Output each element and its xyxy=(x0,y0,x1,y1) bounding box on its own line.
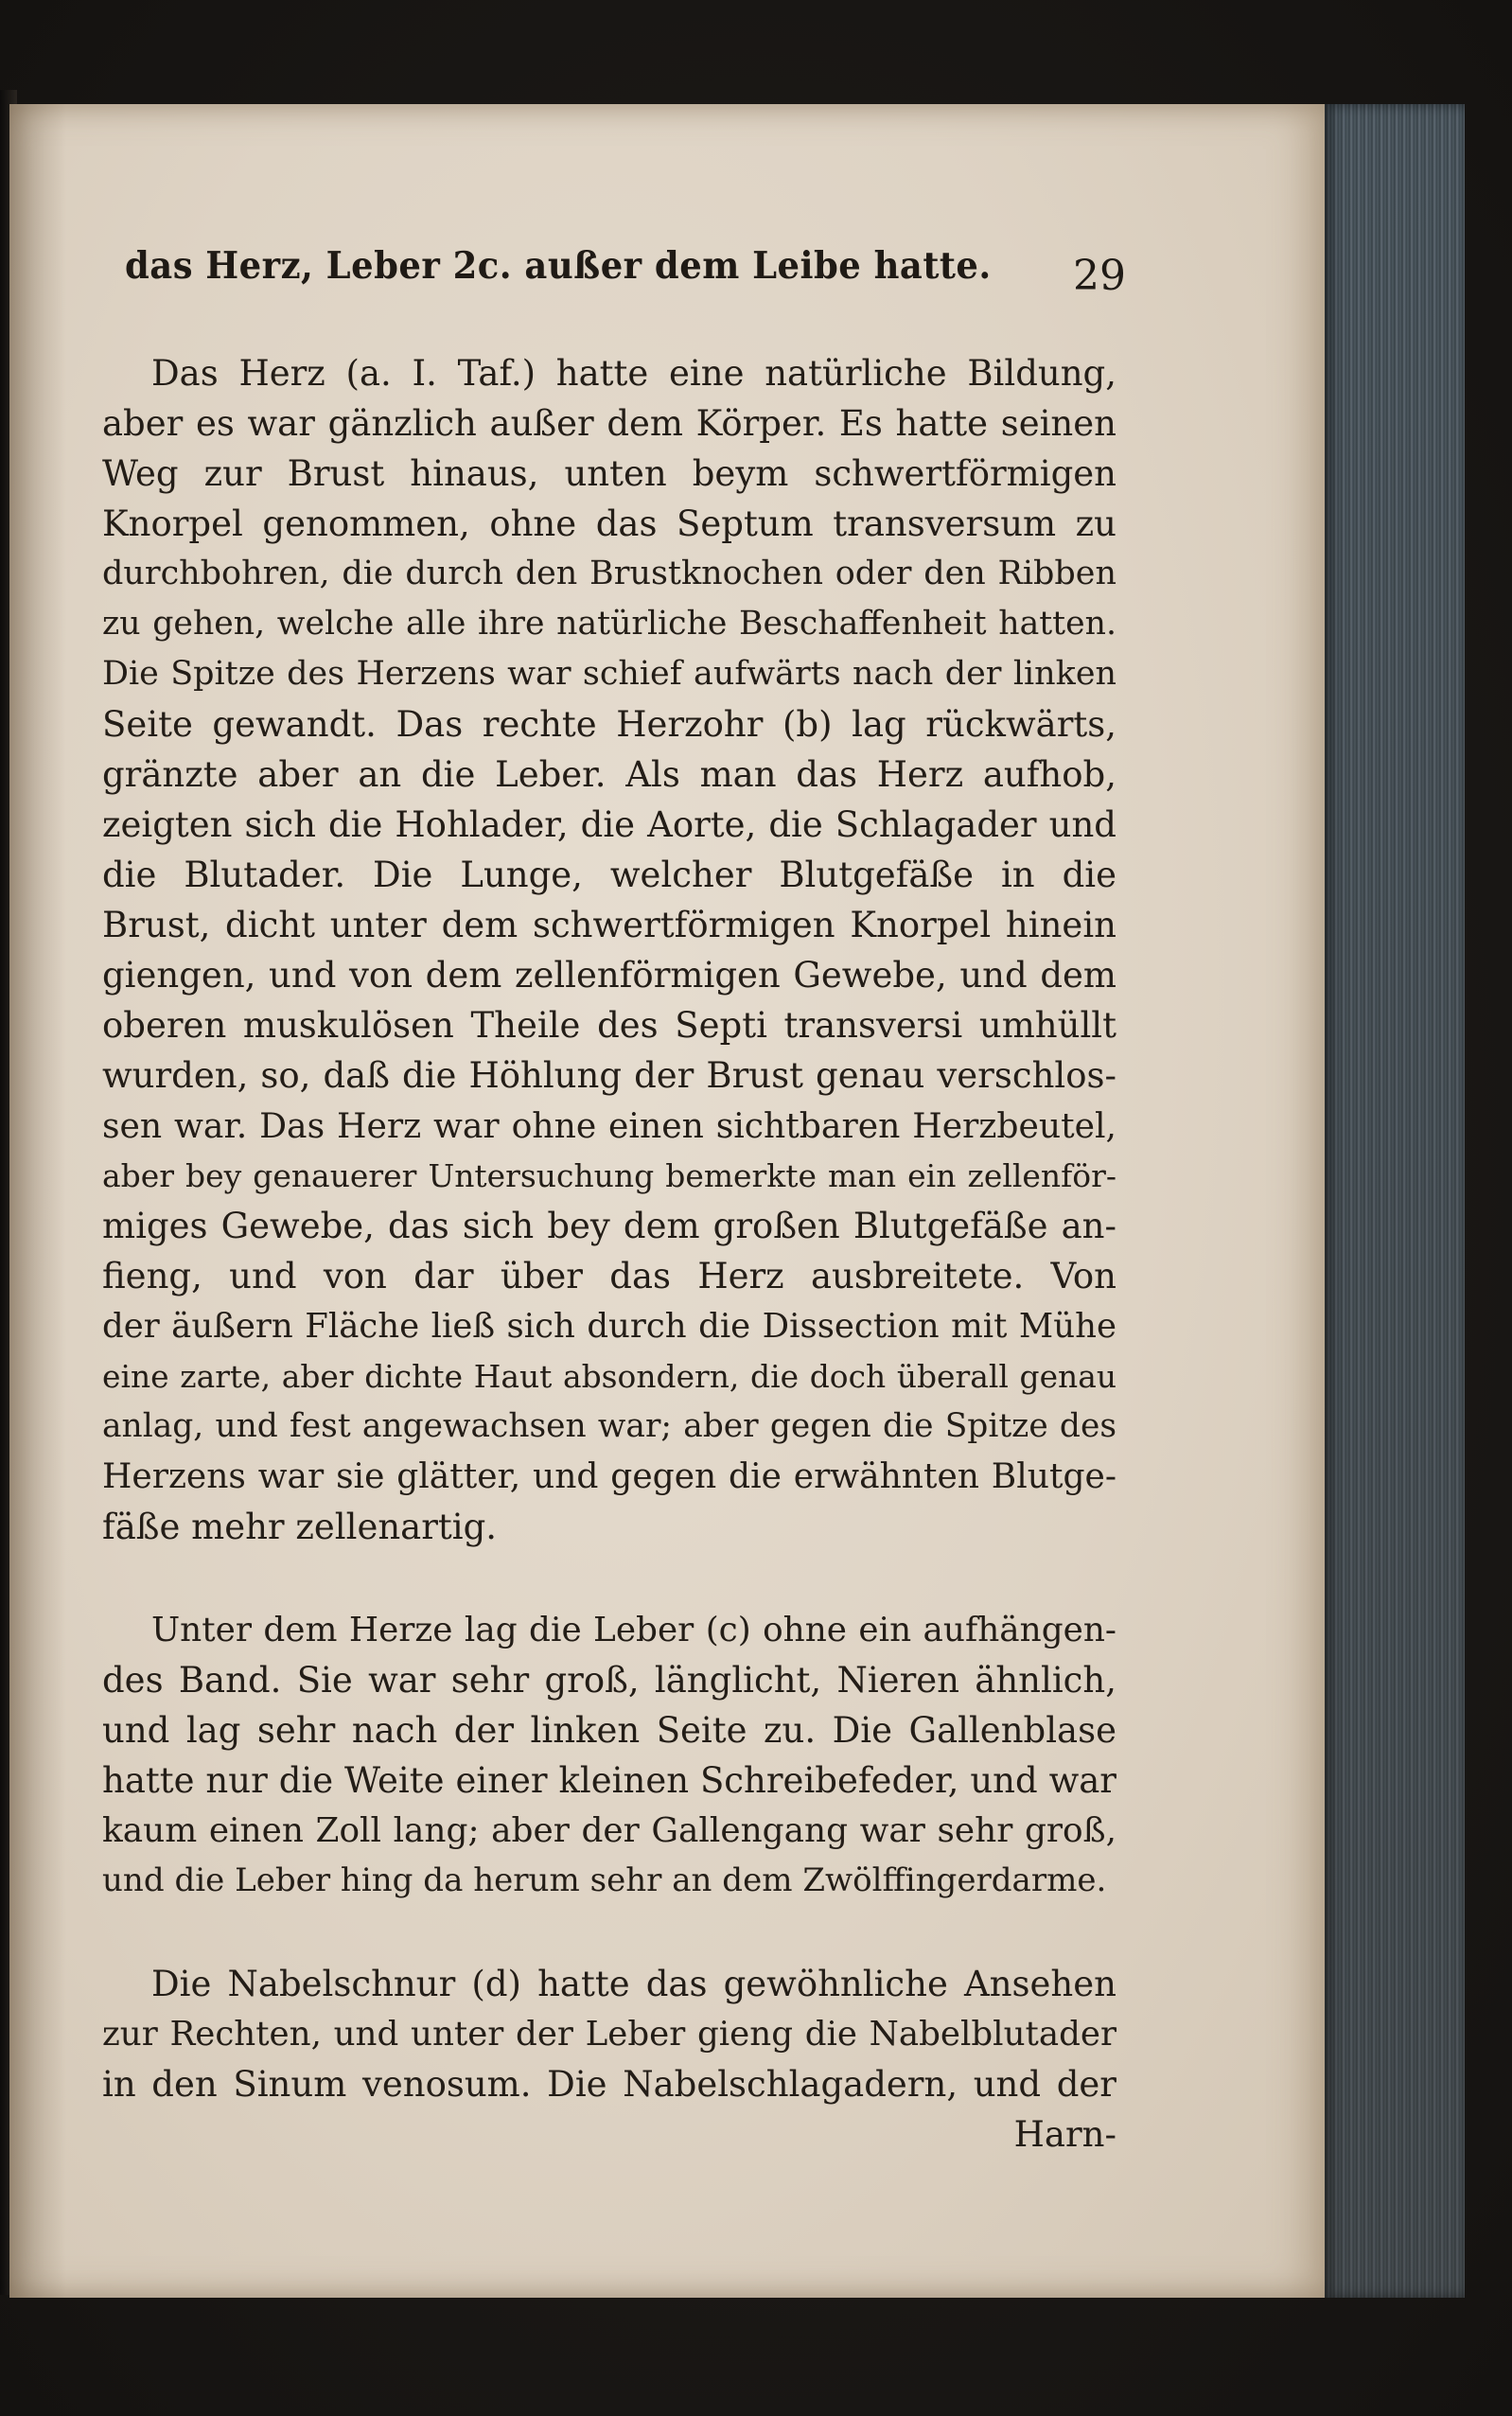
text-line: Das Herz (a. I. Taf.) hatte eine natürliche Bildung, xyxy=(151,353,1116,394)
text-line: miges Gewebe, das sich bey dem großen Blutgefäße an- xyxy=(102,1206,1116,1246)
text-line: Herzens war sie glätter, und gegen die erwähnten Blutge- xyxy=(102,1457,1116,1496)
text-line: des Band. Sie war sehr groß, länglicht, Nieren ähnlich, xyxy=(102,1660,1116,1701)
text-line: Die Spitze des Herzens war schief aufwärts nach der linken xyxy=(102,655,1116,693)
text-line: Knorpel genommen, ohne das Septum transversum zu xyxy=(102,503,1116,544)
text-line: wurden, so, daß die Höhlung der Brust genau verschlos- xyxy=(102,1055,1116,1096)
page-header xyxy=(125,244,1126,300)
text-line: Unter dem Herze lag die Leber (c) ohne ein aufhängen- xyxy=(151,1611,1116,1649)
body-text xyxy=(102,348,1116,2160)
catchword: Harn- xyxy=(1013,2114,1116,2155)
text-line: aber es war gänzlich außer dem Körper. Es hatte seinen xyxy=(102,403,1116,444)
book-block-edge xyxy=(1323,104,1465,2298)
paragraph-gap xyxy=(102,1906,1116,1959)
text-line: zeigten sich die Hohlader, die Aorte, die Schlagader und xyxy=(102,804,1116,845)
text-line: anlag, und fest angewachsen war; aber gegen die Spitze des xyxy=(102,1407,1116,1445)
paragraph-gap xyxy=(102,1552,1116,1605)
text-line: sen war. Das Herz war ohne einen sichtbaren Herzbeutel, xyxy=(102,1105,1116,1146)
text-line: und die Leber hing da herum sehr an dem Zwölffingerdarme. xyxy=(102,1861,1107,1899)
binding-shadow xyxy=(9,104,66,2298)
paragraph-heart xyxy=(102,348,1116,1552)
text-line: zu gehen, welche alle ihre natürliche Beschaffenheit hatten. xyxy=(102,605,1116,643)
text-line: Die Nabelschnur (d) hatte das gewöhnliche Ansehen xyxy=(151,1964,1116,2004)
book-edge-shading xyxy=(1323,104,1465,2298)
text-line: in den Sinum venosum. Die Nabelschlagadern, und der xyxy=(102,2064,1116,2105)
page-number: 29 xyxy=(1073,252,1126,300)
text-line: fieng, und von dar über das Herz ausbreitete. Von xyxy=(102,1256,1116,1296)
text-line: zur Rechten, und unter der Leber gieng die Nabelblutader xyxy=(102,2015,1116,2054)
text-line: gränzte aber an die Leber. Als man das Herz aufhob, xyxy=(102,754,1116,795)
text-line: Brust, dicht unter dem schwertförmigen Knorpel hinein xyxy=(102,905,1116,945)
text-line: aber bey genauerer Untersuchung bemerkte man ein zellenför- xyxy=(102,1157,1116,1194)
text-line: durchbohren, die durch den Brustknochen oder den Ribben xyxy=(102,555,1116,592)
text-line: der äußern Fläche ließ sich durch die Dissection mit Mühe xyxy=(102,1307,1116,1346)
text-line: die Blutader. Die Lunge, welcher Blutgefäße in die xyxy=(102,855,1116,895)
text-line: hatte nur die Weite einer kleinen Schreibefeder, und war xyxy=(102,1760,1116,1801)
paragraph-liver xyxy=(102,1605,1116,1906)
text-line: kaum einen Zoll lang; aber der Gallengang war sehr groß, xyxy=(102,1811,1116,1850)
running-title: das Herz, Leber 2c. außer dem Leibe hatte. xyxy=(125,244,992,288)
paragraph-umbilical xyxy=(102,1959,1116,2160)
text-line: fäße mehr zellenartig. xyxy=(102,1507,498,1547)
text-line: oberen muskulösen Theile des Septi transversi umhüllt xyxy=(102,1005,1116,1046)
text-line: und lag sehr nach der linken Seite zu. Die Gallenblase xyxy=(102,1710,1116,1751)
text-line: Weg zur Brust hinaus, unten beym schwertförmigen xyxy=(102,453,1116,494)
text-line: giengen, und von dem zellenförmigen Gewebe, und dem xyxy=(102,955,1116,996)
text-line: eine zarte, aber dichte Haut absondern, die doch überall genau xyxy=(102,1358,1116,1395)
text-line: Seite gewandt. Das rechte Herzohr (b) lag rückwärts, xyxy=(102,704,1116,745)
